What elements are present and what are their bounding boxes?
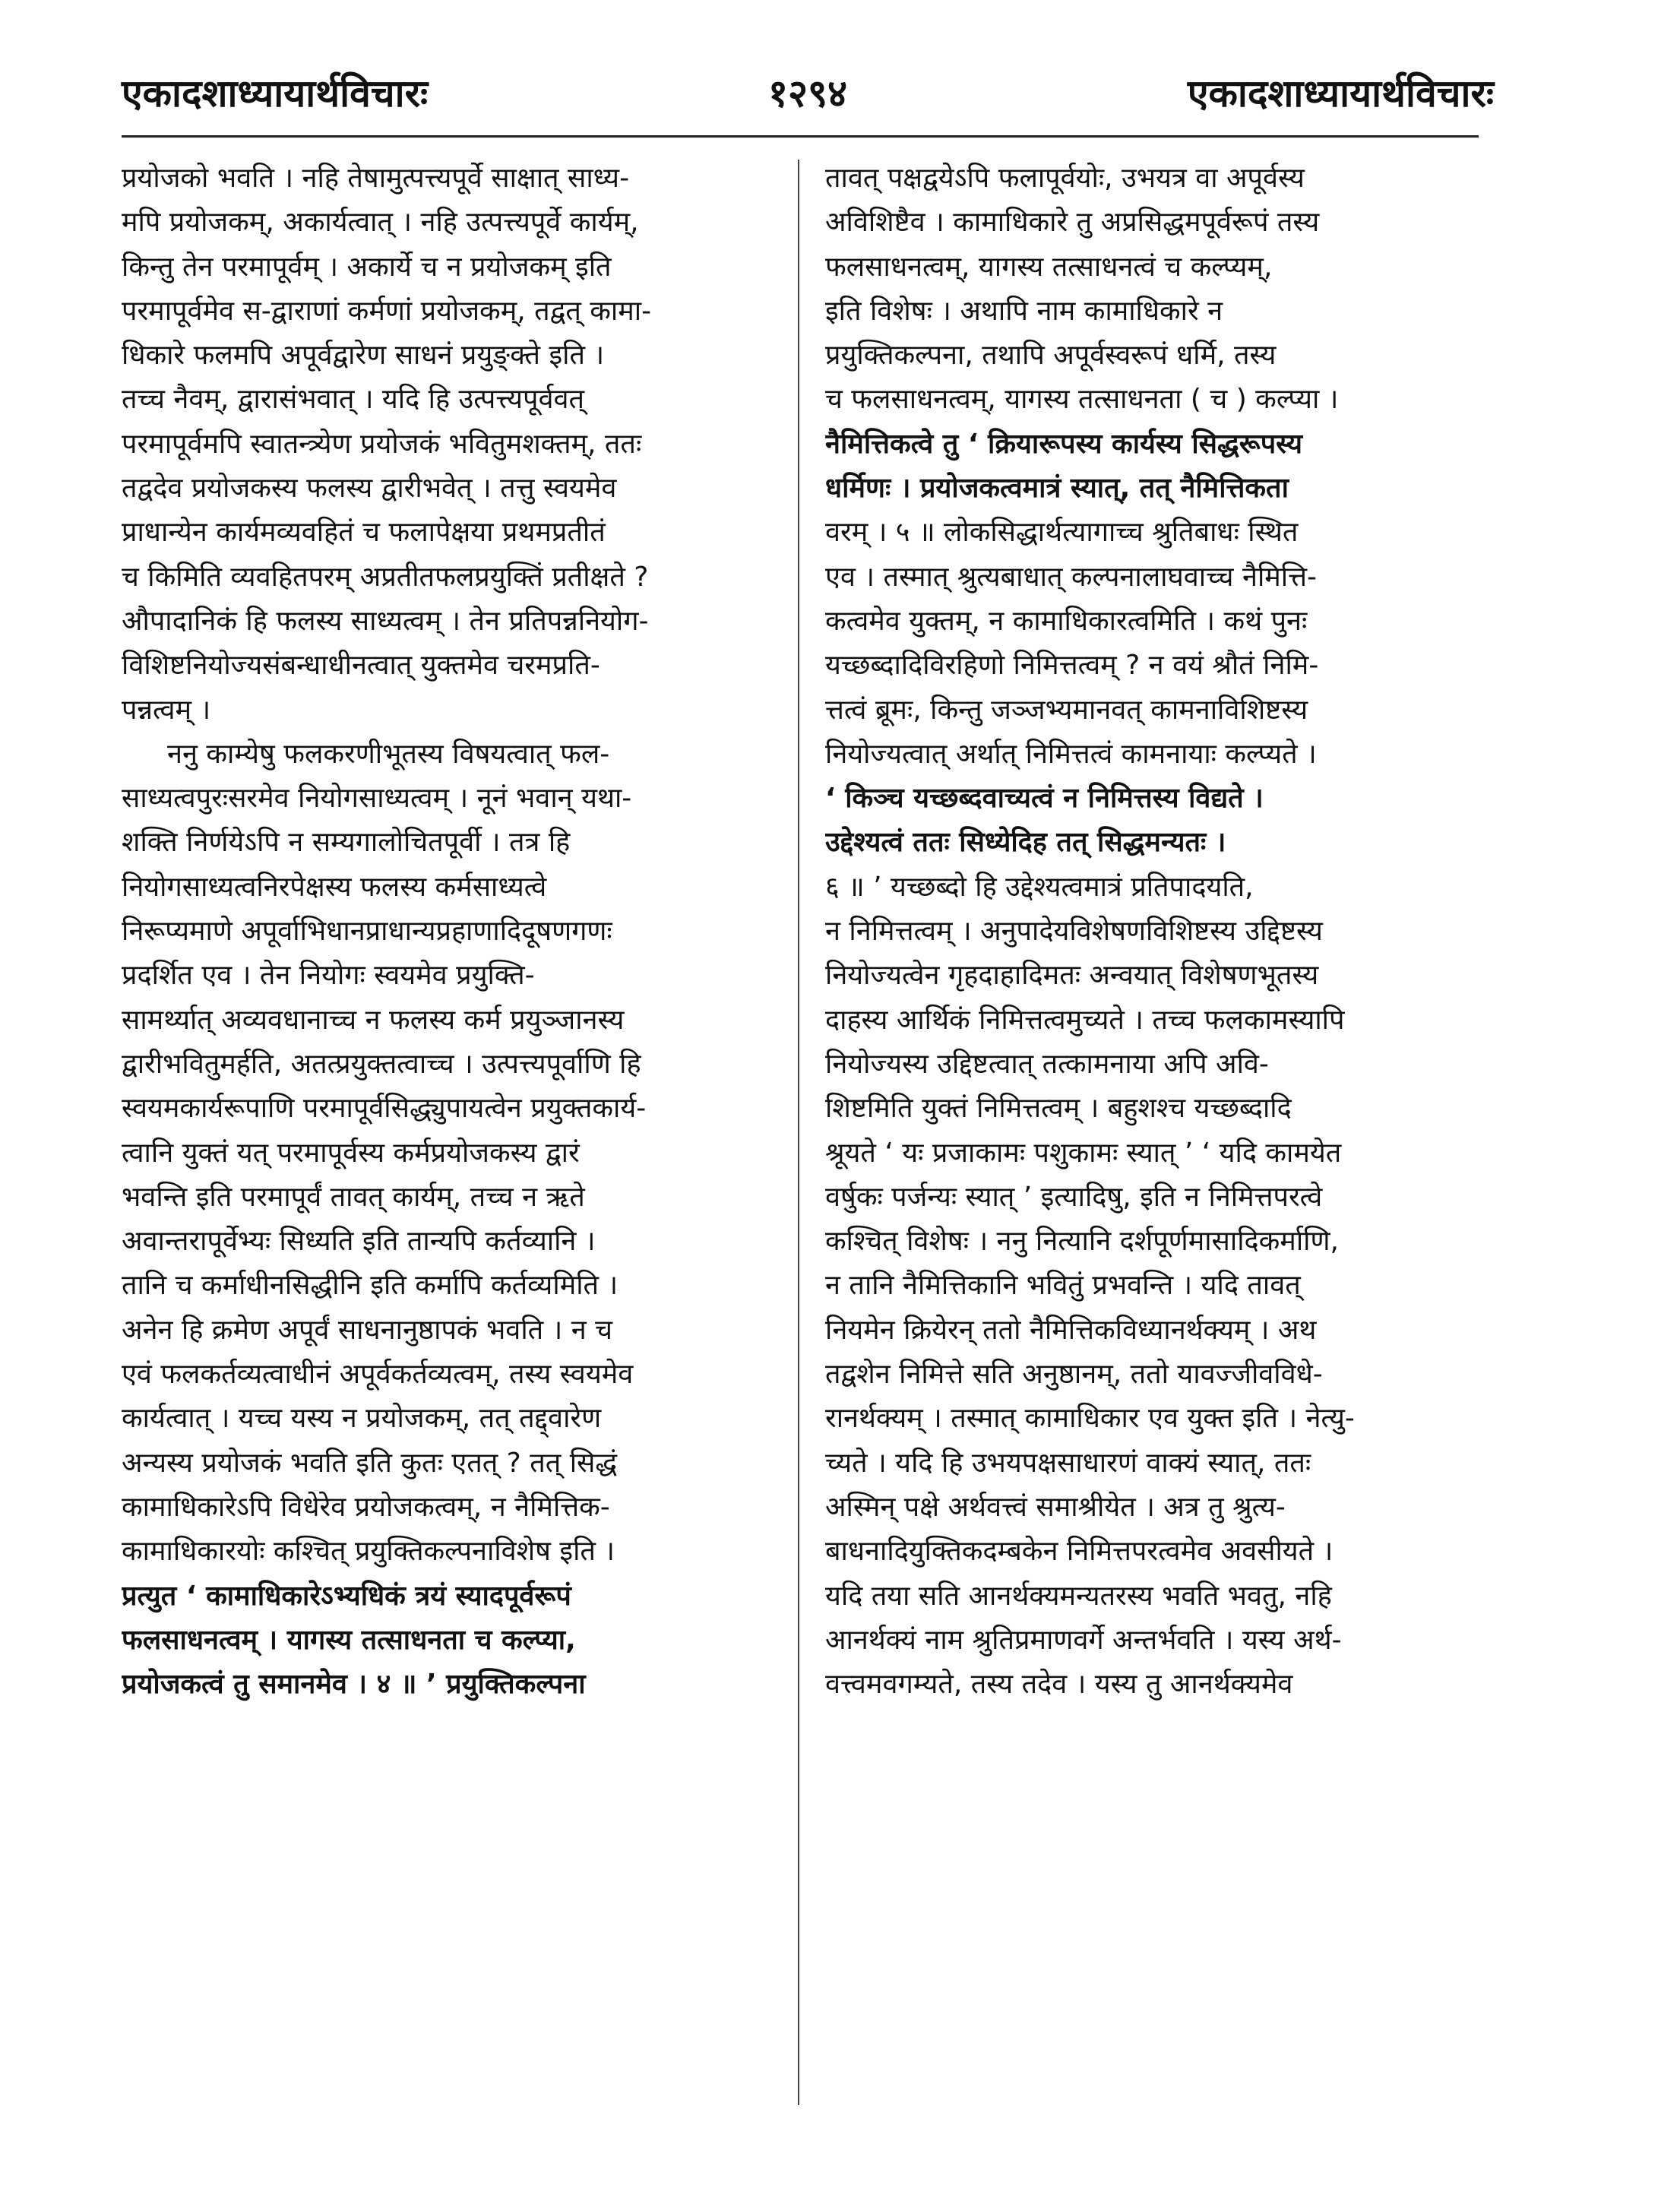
text-line: वर्षुकः पर्जन्यः स्यात् ’ इत्यादिषु, इति न निमित्तपरत्वे (825, 1181, 1323, 1213)
text-line: नियोज्यत्वात् अर्थात् निमित्तत्वं कामनायाः कल्प्यते । (825, 738, 1317, 770)
text-line: वरम् । ५ ॥ लोकसिद्धार्थत्यागाच्च श्रुतिबाधः स्थित (825, 517, 1299, 549)
text-line: मपि प्रयोजकम्, अकार्यत्वात् । नहि उत्पत्त्यपूर्वे कार्यम्, (122, 207, 639, 239)
text-line: कश्चित् विशेषः । ननु नित्यानि दर्शपूर्णमासादिकर्माणि, (825, 1226, 1339, 1258)
text-line: पन्नत्वम् । (122, 694, 211, 726)
text-line: कामाधिकारयोः कश्चित् प्रयुक्तिकल्पनाविशेष इति । (122, 1536, 615, 1568)
text-line: द्वारीभवितुमर्हति, अतत्प्रयुक्तत्वाच्च । उत्पत्त्यपूर्वाणि हि (122, 1048, 641, 1080)
text-line: तानि च कर्माधीनसिद्धीनि इति कर्मापि कर्तव्यमिति । (122, 1270, 619, 1302)
text-line: निरूप्यमाणे अपूर्वाभिधानप्राधान्यप्रहाणादिदूषणगणः (122, 916, 612, 948)
text-line: प्रयुक्तिकल्पना, तथापि अपूर्वस्वरूपं धर्मि, तस्य (825, 340, 1277, 372)
text-line: भवन्ति इति परमापूर्वं तावत् कार्यम्, तच्च न ऋते (122, 1181, 585, 1213)
text-line: शक्ति निर्णयेऽपि न सम्यगालोचितपूर्वी । तत्र हि (122, 827, 571, 859)
text-line: न तानि नैमित्तिकानि भवितुं प्रभवन्ति । यदि तावत् (825, 1270, 1301, 1302)
text-line: प्रयोजको भवति । नहि तेषामुत्पत्त्यपूर्वे साक्षात् साध्य- (122, 163, 630, 194)
text-line: विशिष्टनियोज्यसंबन्धाधीनत्वात् युक्तमेव चरमप्रति- (122, 650, 600, 682)
text-line: प्रयोजकत्वं तु समानमेव । ४ ॥ ’ प्रयुक्तिकल्पना (122, 1669, 586, 1701)
text-line: फलसाधनत्वम् । यागस्य तत्साधनता च कल्प्या, (122, 1624, 576, 1656)
text-line: कार्यत्वात् । यच्च यस्य न प्रयोजकम्, तत् तद्द्वारेण (122, 1403, 602, 1435)
text-line: आनर्थक्यं नाम श्रुतिप्रमाणवर्गे अन्तर्भवति । यस्य अर्थ- (825, 1624, 1342, 1656)
text-line: साध्यत्वपुरःसरमेव नियोगसाध्यत्वम् । नूनं भवान् यथा- (122, 783, 632, 815)
right-column (825, 157, 1479, 1707)
text-line: प्रत्युत ‘ कामाधिकारेऽभ्यधिकं त्रयं स्यादपूर्वरूपं (122, 1580, 571, 1612)
text-line: इति विशेषः । अथापि नाम कामाधिकारे न (825, 295, 1223, 327)
text-line: कत्वमेव युक्तम्, न कामाधिकारत्वमिति । कथं पुनः (825, 605, 1308, 637)
text-line: धर्मिणः । प्रयोजकत्वमात्रं स्यात्, तत् नैमित्तिकता (825, 473, 1289, 505)
text-line: एव । तस्मात् श्रुत्यबाधात् कल्पनालाघवाच्च नैमित्ति- (825, 561, 1317, 593)
text-line: ६ ॥ ’ यच्छब्दो हि उद्देश्यत्वमात्रं प्रतिपादयति, (825, 871, 1254, 903)
text-line: नियोज्यत्वेन गृहदाहादिमतः अन्वयात् विशेषणभूतस्य (825, 960, 1319, 992)
running-title-left: एकादशाध्यायार्थविचारः (122, 71, 429, 116)
text-line: अनेन हि क्रमेण अपूर्वं साधनानुष्ठापकं भवति । न च (122, 1314, 612, 1346)
text-line: किन्तु तेन परमापूर्वम् । अकार्ये च न प्रयोजकम् इति (122, 251, 612, 283)
text-line: प्रदर्शित एव । तेन नियोगः स्वयमेव प्रयुक्ति- (122, 960, 535, 992)
text-line: यदि तया सति आनर्थक्यमन्यतरस्य भवति भवतु, नहि (825, 1580, 1332, 1612)
text-line: सामर्थ्यात् अव्यवधानाच्च न फलस्य कर्म प्रयुञ्जानस्य (122, 1004, 625, 1036)
text-line: प्राधान्येन कार्यमव्यवहितं च फलापेक्षया प्रथमप्रतीतं (122, 517, 606, 549)
text-line: नियोज्यस्य उद्दिष्टत्वात् तत्कामनाया अपि अवि- (825, 1048, 1269, 1080)
text-line: नैमित्तिकत्वे तु ‘ क्रियारूपस्य कार्यस्य सिद्धरूपस्य (825, 428, 1303, 460)
text-line: स्वयमकार्यरूपाणि परमापूर्वसिद्ध्युपायत्वेन प्रयुक्तकार्य- (122, 1093, 647, 1125)
text-line: यच्छब्दादिविरहिणो निमित्तत्वम् ? न वयं श्रौतं निमि- (825, 650, 1319, 682)
text-line: शिष्टमिति युक्तं निमित्तत्वम् । बहुशश्च यच्छब्दादि (825, 1093, 1292, 1125)
text-line: श्रूयते ‘ यः प्रजाकामः पशुकामः स्यात् ’ ‘ यदि कामयेत (825, 1137, 1342, 1169)
column-divider (798, 160, 799, 2105)
text-line: च्यते । यदि हि उभयपक्षसाधारणं वाक्यं स्यात्, ततः (825, 1447, 1311, 1479)
text-line: तद्वशेन निमित्ते सति अनुष्ठानम्, ततो यावज्जीवविधे- (825, 1359, 1323, 1391)
text-line: कामाधिकारेऽपि विधेरेव प्रयोजकत्वम्, न नैमित्तिक- (122, 1491, 610, 1523)
text-line: च किमिति व्यवहितपरम् अप्रतीतफलप्रयुक्तिं प्रतीक्षते ? (122, 561, 649, 593)
text-line: अविशिष्टैव । कामाधिकारे तु अप्रसिद्धमपूर्वरूपं तस्य (825, 207, 1320, 239)
text-line: उद्देश्यत्वं ततः सिध्येदिह तत् सिद्धमन्यतः । (825, 827, 1226, 859)
text-line: त्तत्वं ब्रूमः, किन्तु जञ्जभ्यमानवत् कामनाविशिष्टस्य (825, 694, 1308, 726)
text-line: दाहस्य आर्थिकं निमित्तत्वमुच्यते । तच्च फलकामस्यापि (825, 1004, 1345, 1036)
text-line: रानर्थक्यम् । तस्मात् कामाधिकार एव युक्त इति । नेत्यु- (825, 1403, 1355, 1435)
text-line: फलसाधनत्वम्, यागस्य तत्साधनत्वं च कल्प्यम्, (825, 251, 1273, 283)
left-column (122, 157, 775, 1707)
header-rule (122, 135, 1479, 138)
text-line: च फलसाधनत्वम्, यागस्य तत्साधनता ( च ) कल्प्या । (825, 384, 1339, 416)
text-line: परमापूर्वमेव स-द्वाराणां कर्मणां प्रयोजकम्, तद्वत् कामा- (122, 295, 652, 327)
page-header (122, 67, 1494, 120)
text-line: तच्च नैवम्, द्वारासंभवात् । यदि हि उत्पत्त्यपूर्ववत् (122, 384, 585, 416)
text-line: ननु काम्येषु फलकरणीभूतस्य विषयत्वात् फल- (167, 738, 610, 770)
text-line: तद्वदेव प्रयोजकस्य फलस्य द्वारीभवेत् । तत्तु स्वयमेव (122, 473, 617, 505)
text-line: अन्यस्य प्रयोजकं भवति इति कुतः एतत् ? तत् सिद्धं (122, 1447, 618, 1479)
text-line: अस्मिन् पक्षे अर्थवत्त्वं समाश्रीयेत । अत्र तु श्रुत्य- (825, 1491, 1286, 1523)
text-line: औपादानिकं हि फलस्य साध्यत्वम् । तेन प्रतिपन्ननियोग- (122, 605, 649, 637)
text-line: नियोगसाध्यत्वनिरपेक्षस्य फलस्य कर्मसाध्यत्वे (122, 871, 547, 903)
text-line: परमापूर्वमपि स्वातन्त्र्येण प्रयोजकं भवितुमशक्तम्, ततः (122, 428, 642, 460)
text-line: तावत् पक्षद्वयेऽपि फलापूर्वयोः, उभयत्र वा अपूर्वस्य (825, 163, 1305, 194)
text-line: त्वानि युक्तं यत् परमापूर्वस्य कर्मप्रयोजकस्य द्वारं (122, 1137, 580, 1169)
page-number: १२९४ (768, 71, 847, 116)
running-title-right: एकादशाध्यायार्थविचारः (1187, 71, 1494, 116)
text-line: एवं फलकर्तव्यत्वाधीनं अपूर्वकर्तव्यत्वम्, तस्य स्वयमेव (122, 1359, 634, 1391)
text-line: न निमित्तत्वम् । अनुपादेयविशेषणविशिष्टस्य उद्दिष्टस्य (825, 916, 1323, 948)
text-line: धिकारे फलमपि अपूर्वद्वारेण साधनं प्रयुङ्क्ते इति । (122, 340, 605, 372)
text-line: नियमेन क्रियेरन् ततो नैमित्तिकविध्यानर्थक्यम् । अथ (825, 1314, 1317, 1346)
text-line: अवान्तरापूर्वेभ्यः सिध्यति इति तान्यपि कर्तव्यानि । (122, 1226, 596, 1258)
text-line: ‘ किञ्च यच्छब्दवाच्यत्वं न निमित्तस्य विद्यते । (825, 783, 1264, 815)
text-line: वत्त्वमवगम्यते, तस्य तदेव । यस्य तु आनर्थक्यमेव (825, 1669, 1293, 1701)
text-line: बाधनादियुक्तिकदम्बकेन निमित्तपरत्वमेव अवसीयते । (825, 1536, 1334, 1568)
